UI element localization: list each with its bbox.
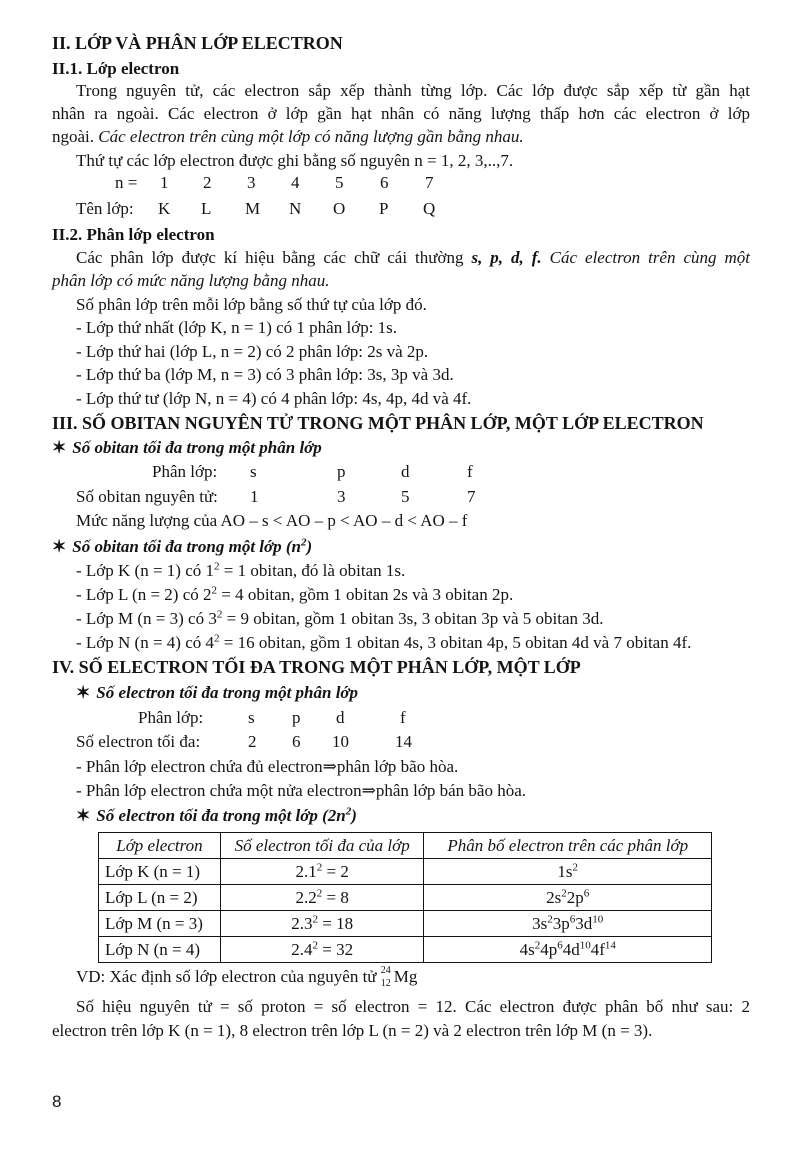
bullet-heading bbox=[76, 682, 358, 704]
energy-order: Mức năng lượng của AO – s < AO – p < AO – d < AO – f bbox=[76, 511, 468, 530]
label: Tên lớp: bbox=[76, 199, 134, 218]
text: = 4 obitan, gồm 1 obitan 2s và 3 obitan 2p. bbox=[217, 585, 514, 604]
formula: = 18 bbox=[317, 913, 354, 933]
text: Các phân lớp được kí hiệu bằng các chữ cái thường bbox=[76, 248, 464, 267]
formula: = 2 bbox=[322, 861, 349, 881]
section-4-title: IV. SỐ ELECTRON TỐI ĐA TRONG MỘT PHÂN LỚP, MỘT LỚP bbox=[52, 657, 581, 677]
value: 5 bbox=[335, 173, 344, 192]
value: O bbox=[333, 199, 346, 218]
subshell: 4f bbox=[590, 939, 605, 959]
list-item bbox=[76, 632, 691, 654]
atomic-number: 12 bbox=[380, 978, 391, 989]
subshell: 2p bbox=[566, 887, 584, 907]
star-icon: ✶ bbox=[52, 537, 67, 556]
star-icon: ✶ bbox=[52, 438, 67, 457]
page-number: 8 bbox=[52, 1092, 62, 1111]
list-item bbox=[76, 560, 405, 582]
max-electron-cell bbox=[220, 885, 424, 911]
superscript: 2 bbox=[534, 938, 541, 951]
value: 6 bbox=[292, 732, 301, 751]
text: - Phân lớp electron chứa một nửa electron bbox=[76, 781, 362, 800]
value: s bbox=[250, 462, 257, 481]
text: = 1 obitan, đó là obitan 1s. bbox=[219, 561, 406, 580]
value: P bbox=[379, 199, 389, 218]
value: 7 bbox=[467, 487, 476, 506]
subshell: 2s bbox=[546, 887, 562, 907]
superscript: 2 bbox=[312, 938, 318, 951]
superscript: 2 bbox=[316, 886, 323, 899]
superscript: 2 bbox=[316, 860, 323, 873]
paragraph-line: nhân ra ngoài. Các electron ở lớp gần hạt nhân có năng lượng thấp hơn các electron ở lớp bbox=[52, 104, 750, 123]
value: 14 bbox=[395, 732, 412, 751]
value: 5 bbox=[401, 487, 410, 506]
electron-count-row bbox=[0, 731, 800, 753]
bullet-heading bbox=[52, 437, 322, 459]
value: d bbox=[401, 462, 410, 481]
text: phân lớp bão hòa. bbox=[336, 757, 459, 776]
subshell: 4d bbox=[562, 939, 580, 959]
subshell-row bbox=[0, 461, 800, 483]
table-row bbox=[99, 911, 712, 937]
italic-text: Các electron trên cùng một lớp có năng lượng gần bằng nhau. bbox=[98, 127, 524, 146]
text: phân lớp bán bão hòa. bbox=[375, 781, 527, 800]
value: 6 bbox=[380, 173, 389, 192]
text: - Lớp L (n = 2) có 2 bbox=[76, 585, 212, 604]
bullet-heading bbox=[52, 536, 312, 558]
layer-cell: Lớp M (n = 3) bbox=[99, 911, 221, 937]
distribution-cell bbox=[424, 885, 712, 911]
value: 4 bbox=[291, 173, 300, 192]
formula: = 8 bbox=[322, 887, 349, 907]
paragraph-line: Trong nguyên tử, các electron sắp xếp thành từng lớp. Các lớp được sắp xếp từ gần hạt bbox=[76, 81, 750, 100]
formula: 2.3 bbox=[291, 913, 313, 933]
heading-text: Số electron tối đa trong một phân lớp bbox=[96, 683, 359, 702]
subshell: 3s bbox=[532, 913, 548, 933]
heading-text: ) bbox=[351, 806, 357, 825]
superscript: 10 bbox=[579, 938, 591, 951]
value: K bbox=[158, 199, 171, 218]
value: Q bbox=[423, 199, 436, 218]
element-symbol: Mg bbox=[393, 967, 418, 986]
label: Phân lớp: bbox=[152, 462, 218, 481]
subshell: 3d bbox=[575, 913, 593, 933]
paragraph-line: Số phân lớp trên mỗi lớp bằng số thứ tự của lớp đó. bbox=[76, 295, 427, 314]
bold-italic-text: s, p, d, f. bbox=[471, 248, 542, 267]
superscript: 10 bbox=[592, 912, 604, 925]
max-electron-cell bbox=[220, 911, 424, 937]
layer-cell: Lớp N (n = 4) bbox=[99, 937, 221, 963]
value: f bbox=[400, 708, 406, 727]
max-electron-cell bbox=[220, 937, 424, 963]
arrow-icon: ⇒ bbox=[322, 757, 337, 776]
distribution-cell bbox=[424, 859, 712, 885]
value: s bbox=[248, 708, 255, 727]
subshell: 1s bbox=[557, 861, 573, 881]
value: 3 bbox=[337, 487, 346, 506]
text: = 9 obitan, gồm 1 obitan 3s, 3 obitan 3p và 5 obitan 3d. bbox=[222, 609, 604, 628]
max-electron-cell bbox=[220, 859, 424, 885]
italic-text: Các electron trên cùng một bbox=[549, 248, 750, 267]
superscript: 6 bbox=[569, 912, 576, 925]
section-3-title: III. SỐ OBITAN NGUYÊN TỬ TRONG MỘT PHÂN LỚP, MỘT LỚP ELECTRON bbox=[52, 413, 704, 433]
column-header: Số electron tối đa của lớp bbox=[220, 833, 424, 859]
superscript: 2 bbox=[572, 860, 579, 873]
paragraph-line bbox=[52, 126, 524, 148]
value: 2 bbox=[203, 173, 212, 192]
mass-number: 24 bbox=[380, 965, 391, 976]
label: n = bbox=[115, 173, 138, 192]
paragraph-line bbox=[76, 247, 750, 269]
value: N bbox=[289, 199, 302, 218]
superscript: 6 bbox=[557, 938, 563, 951]
paragraph-line: Số hiệu nguyên tử = số proton = số electron = 12. Các electron được phân bố như sau: 2 bbox=[76, 997, 750, 1016]
superscript: 2 bbox=[345, 805, 352, 818]
layer-name-row bbox=[0, 198, 800, 220]
label: Số electron tối đa: bbox=[76, 732, 201, 751]
text: = 16 obitan, gồm 1 obitan 4s, 3 obitan 4p, 5 obitan 4d và 7 obitan 4f. bbox=[219, 633, 692, 652]
electron-distribution-table bbox=[98, 832, 712, 963]
superscript: 2 bbox=[301, 536, 307, 549]
subshell: 4p bbox=[540, 939, 558, 959]
list-item: - Lớp thứ hai (lớp L, n = 2) có 2 phân lớp: 2s và 2p. bbox=[76, 342, 429, 361]
heading-text: Số obitan tối đa trong một lớp (n bbox=[72, 537, 302, 556]
superscript: 2 bbox=[312, 912, 318, 925]
table-header-row bbox=[99, 833, 712, 859]
superscript: 2 bbox=[214, 632, 220, 645]
superscript: 2 bbox=[561, 886, 567, 899]
subshell-row bbox=[0, 707, 800, 729]
list-item: - Lớp thứ nhất (lớp K, n = 1) có 1 phân lớp: 1s. bbox=[76, 318, 398, 337]
list-item: - Lớp thứ ba (lớp M, n = 3) có 3 phân lớp: 3s, 3p và 3d. bbox=[76, 365, 454, 384]
value: p bbox=[292, 708, 301, 727]
list-item bbox=[76, 584, 513, 606]
arrow-icon: ⇒ bbox=[361, 781, 376, 800]
table-row bbox=[99, 859, 712, 885]
heading-text: ) bbox=[306, 537, 313, 556]
value: 10 bbox=[332, 732, 349, 751]
value: d bbox=[336, 708, 345, 727]
layer-cell: Lớp L (n = 2) bbox=[99, 885, 221, 911]
value: 1 bbox=[250, 487, 259, 506]
text: - Lớp N (n = 4) có 4 bbox=[76, 633, 215, 652]
paragraph-line: phân lớp có mức năng lượng bằng nhau. bbox=[52, 271, 330, 290]
superscript: 2 bbox=[216, 608, 223, 621]
isotope-notation bbox=[380, 965, 394, 989]
example-line bbox=[76, 966, 417, 988]
list-item bbox=[76, 780, 526, 802]
value: 3 bbox=[247, 173, 256, 192]
layer-number-row bbox=[0, 172, 800, 194]
star-icon: ✶ bbox=[76, 683, 91, 702]
value: 7 bbox=[425, 173, 434, 192]
list-item bbox=[76, 756, 458, 778]
value: f bbox=[467, 462, 473, 481]
superscript: 2 bbox=[547, 912, 553, 925]
superscript: 2 bbox=[211, 584, 217, 597]
list-item bbox=[76, 608, 604, 630]
subshell: 3p bbox=[552, 913, 570, 933]
formula: 2.4 bbox=[291, 939, 313, 959]
list-item: - Lớp thứ tư (lớp N, n = 4) có 4 phân lớp: 4s, 4p, 4d và 4f. bbox=[76, 389, 472, 408]
value: 1 bbox=[160, 173, 169, 192]
subsection-2-1-title: II.1. Lớp electron bbox=[52, 59, 180, 78]
section-2-title: II. LỚP VÀ PHÂN LỚP ELECTRON bbox=[52, 33, 343, 53]
bullet-heading bbox=[76, 805, 357, 827]
superscript: 6 bbox=[583, 886, 590, 899]
subsection-2-2-title: II.2. Phân lớp electron bbox=[52, 225, 215, 244]
superscript: 14 bbox=[604, 938, 616, 951]
formula: 2.2 bbox=[295, 887, 317, 907]
star-icon: ✶ bbox=[76, 806, 91, 825]
text: ngoài. bbox=[52, 127, 95, 146]
distribution-cell bbox=[424, 937, 712, 963]
paragraph-line: electron trên lớp K (n = 1), 8 electron trên lớp L (n = 2) và 2 electron trên lớp M (n = 3). bbox=[52, 1021, 653, 1040]
value: p bbox=[337, 462, 346, 481]
formula: 2.1 bbox=[295, 861, 317, 881]
layer-cell: Lớp K (n = 1) bbox=[99, 859, 221, 885]
value: M bbox=[245, 199, 261, 218]
text: - Lớp K (n = 1) có 1 bbox=[76, 561, 215, 580]
column-header: Phân bố electron trên các phân lớp bbox=[424, 833, 712, 859]
paragraph-line: Thứ tự các lớp electron được ghi bằng số nguyên n = 1, 2, 3,..,7. bbox=[76, 151, 514, 170]
column-header: Lớp electron bbox=[99, 833, 221, 859]
superscript: 2 bbox=[214, 560, 220, 573]
text: - Phân lớp electron chứa đủ electron bbox=[76, 757, 323, 776]
label: Phân lớp: bbox=[138, 708, 204, 727]
formula: = 32 bbox=[317, 939, 354, 959]
heading-text: Số obitan tối đa trong một phân lớp bbox=[72, 438, 322, 457]
table-row bbox=[99, 885, 712, 911]
value: 2 bbox=[248, 732, 257, 751]
label: Số obitan nguyên tử: bbox=[76, 487, 218, 506]
orbital-count-row bbox=[0, 486, 800, 508]
table-row bbox=[99, 937, 712, 963]
value: L bbox=[201, 199, 212, 218]
subshell: 4s bbox=[519, 939, 535, 959]
text: VD: Xác định số lớp electron của nguyên tử bbox=[76, 967, 377, 986]
heading-text: Số electron tối đa trong một lớp (2n bbox=[96, 806, 346, 825]
distribution-cell bbox=[424, 911, 712, 937]
text: - Lớp M (n = 3) có 3 bbox=[76, 609, 217, 628]
